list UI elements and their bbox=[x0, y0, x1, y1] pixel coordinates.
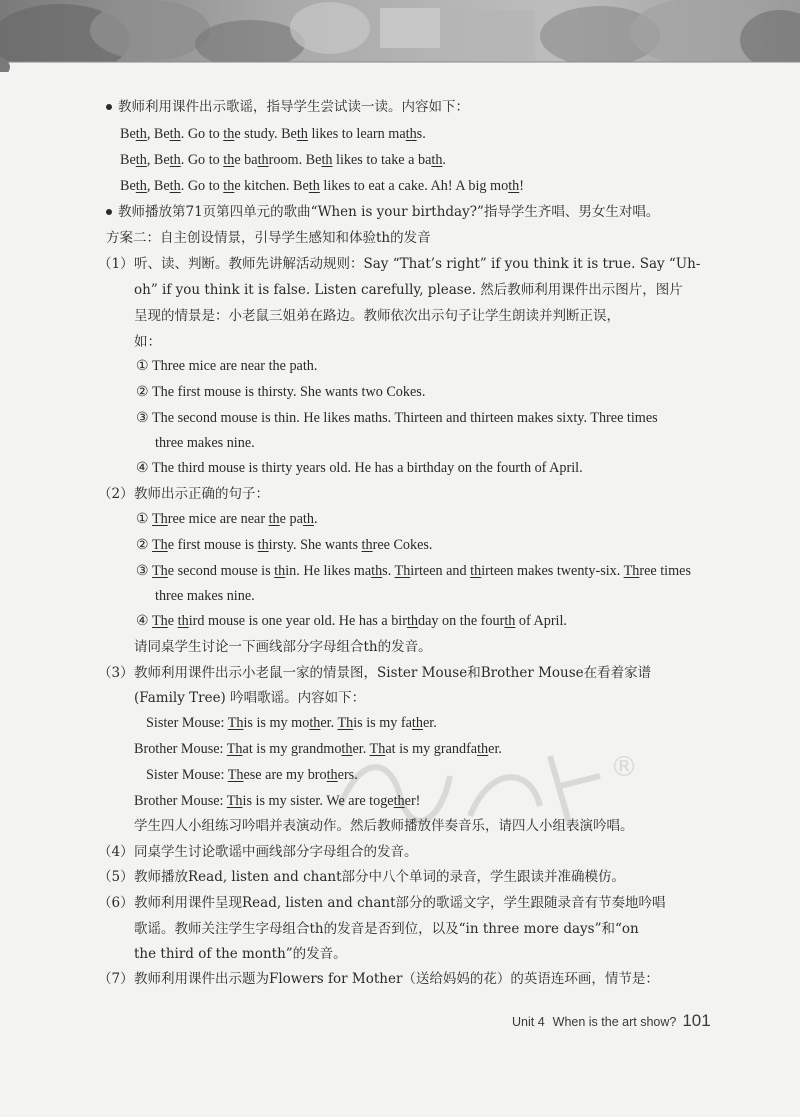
step-3-line-2: (Family Tree) 吟唱歌谣。内容如下： bbox=[134, 690, 366, 706]
step-1-line-2: oh” if you think it is false. Listen carefully, please. 然后教师利用课件出示图片，图片 bbox=[134, 282, 683, 298]
underlined-th: Th bbox=[369, 741, 386, 757]
plan-2-heading: 方案二：自主创设情景，引导学生感知和体验th的发音 bbox=[106, 230, 431, 246]
text-segment: ① bbox=[136, 511, 153, 527]
underlined-th: Th bbox=[394, 563, 411, 579]
underlined-th: th bbox=[405, 126, 417, 142]
text-segment: ree times bbox=[639, 563, 691, 579]
text-segment: e pa bbox=[279, 511, 303, 527]
underlined-th: th bbox=[169, 152, 181, 168]
text-segment: er. bbox=[488, 741, 502, 757]
text-segment: ④ bbox=[136, 613, 153, 629]
underlined-th: th bbox=[477, 741, 489, 757]
underlined-th: Th bbox=[152, 613, 168, 629]
text-segment: e ba bbox=[234, 152, 258, 168]
text-segment: . Go to bbox=[180, 178, 224, 194]
chant-line-2 bbox=[120, 151, 446, 169]
underlined-th: th bbox=[302, 511, 314, 527]
step-2-label: （2） bbox=[98, 486, 134, 502]
bullet-icon bbox=[106, 104, 112, 110]
text-segment: room. Be bbox=[268, 152, 322, 168]
step-7-label: （7） bbox=[98, 971, 134, 987]
step-2-item-4 bbox=[136, 612, 567, 630]
underlined-th: th bbox=[326, 767, 338, 783]
step-2-item-3 bbox=[136, 562, 691, 580]
underlined-th: Th bbox=[227, 767, 244, 783]
text-segment: . bbox=[442, 152, 446, 168]
underlined-th: th bbox=[411, 715, 423, 731]
underlined-th: th bbox=[135, 152, 147, 168]
dialogue-line-2 bbox=[134, 740, 502, 758]
step-6-line-3: the third of the month”的发音。 bbox=[134, 946, 347, 962]
text-segment: e bbox=[167, 613, 178, 629]
text-segment: is is my mo bbox=[243, 715, 310, 731]
step-1-item-4: ④ The third mouse is thirty years old. He has a birthday on the fourth of April. bbox=[136, 460, 583, 476]
text-segment: irsty. She wants bbox=[268, 537, 362, 553]
chant-line-1 bbox=[120, 125, 426, 143]
text-segment: ers. bbox=[337, 767, 358, 783]
page-footer bbox=[512, 1011, 711, 1031]
step-2-item-1 bbox=[136, 510, 317, 528]
text-segment: likes to take a ba bbox=[332, 152, 432, 168]
step-6-line-2: 歌谣。教师关注学生字母组合th的发音是否到位，以及“in three more days”和“on bbox=[134, 921, 639, 937]
step-1-line-4: 如： bbox=[134, 334, 161, 350]
text-segment: Brother Mouse: bbox=[134, 793, 227, 809]
dialogue-line-3 bbox=[146, 766, 358, 784]
text-segment: ! bbox=[519, 178, 524, 194]
underlined-th: Th bbox=[152, 511, 168, 527]
text-segment: ③ bbox=[136, 563, 153, 579]
dialogue-line-1 bbox=[146, 714, 437, 732]
text-segment: . Go to bbox=[180, 126, 224, 142]
intro-bullet-2: 教师播放第71页第四单元的歌曲“When is your birthday?”指导学生齐唱、男女生对唱。 bbox=[106, 203, 659, 221]
step-3-practice: 学生四人小组练习吟唱并表演动作。然后教师播放伴奏音乐，请四人小组表演吟唱。 bbox=[134, 818, 634, 834]
text-segment: Be bbox=[120, 178, 136, 194]
text-segment: e study. Be bbox=[234, 126, 297, 142]
text-segment: of April. bbox=[515, 613, 567, 629]
underlined-th: Th bbox=[152, 537, 168, 553]
text-segment: s. bbox=[416, 126, 426, 142]
underlined-th: th bbox=[268, 511, 280, 527]
step-3-line-1: 教师利用课件出示小老鼠一家的情景图，Sister Mouse和Brother Mouse在看着家谱 bbox=[134, 665, 652, 681]
underlined-th: th bbox=[177, 613, 189, 629]
text-segment: . Go to bbox=[180, 152, 224, 168]
underlined-th: th bbox=[169, 178, 181, 194]
dialogue-line-4 bbox=[134, 792, 420, 810]
text-segment: Sister Mouse: bbox=[146, 767, 228, 783]
text-segment: ird mouse is one year old. He has a bir bbox=[188, 613, 407, 629]
underlined-th: Th bbox=[226, 793, 243, 809]
step-4-text: 同桌学生讨论歌谣中画线部分字母组合的发音。 bbox=[134, 844, 418, 860]
step-1-item-3: ③ The second mouse is thin. He likes maths. Thirteen and thirteen makes sixty. Three times bbox=[136, 410, 658, 426]
step-2-item-2 bbox=[136, 536, 432, 554]
text-segment: e second mouse is bbox=[167, 563, 275, 579]
text-segment: at is my grandfa bbox=[385, 741, 478, 757]
text-segment: irteen makes twenty-six. bbox=[481, 563, 624, 579]
step-1-label: （1） bbox=[98, 256, 134, 272]
underlined-th: th bbox=[169, 126, 181, 142]
text-segment: Be bbox=[120, 152, 136, 168]
underlined-th: th bbox=[341, 741, 353, 757]
text-segment: is is my sister. We are toge bbox=[242, 793, 394, 809]
text-segment: er. bbox=[352, 741, 370, 757]
underlined-th: th bbox=[431, 152, 443, 168]
step-6-line-1: 教师利用课件呈现Read, listen and chant部分的歌谣文字，学生跟随录音有节奏地吟唱 bbox=[134, 895, 666, 911]
step-5-text: 教师播放Read, listen and chant部分中八个单词的录音，学生跟读并准确模仿。 bbox=[134, 869, 625, 885]
underlined-th: th bbox=[321, 152, 333, 168]
text-segment: ese are my bro bbox=[243, 767, 327, 783]
underlined-th: th bbox=[274, 563, 286, 579]
underlined-th: th bbox=[223, 126, 235, 142]
underlined-th: Th bbox=[337, 715, 354, 731]
footer-unit: Unit 4 bbox=[512, 1015, 545, 1029]
underlined-th: th bbox=[135, 178, 147, 194]
text-segment: er. bbox=[320, 715, 338, 731]
text-segment: ree mice are near bbox=[167, 511, 269, 527]
underlined-th: th bbox=[223, 178, 235, 194]
text-segment: in. He likes ma bbox=[285, 563, 372, 579]
step-7-text: 教师利用课件出示题为Flowers for Mother（送给妈妈的花）的英语连环画，情节是： bbox=[134, 971, 659, 987]
text-segment: likes to eat a cake. Ah! A big mo bbox=[319, 178, 509, 194]
underlined-th: th bbox=[135, 126, 147, 142]
text-segment: e first mouse is bbox=[167, 537, 258, 553]
step-2-text: 教师出示正确的句子： bbox=[134, 486, 269, 502]
underlined-th: th bbox=[223, 152, 235, 168]
text-segment: irteen and bbox=[410, 563, 471, 579]
text-segment: , Be bbox=[146, 126, 170, 142]
text-segment: er. bbox=[422, 715, 437, 731]
text-segment: . bbox=[313, 511, 318, 527]
underlined-th: th bbox=[308, 178, 320, 194]
underlined-th: Th bbox=[226, 741, 243, 757]
text-segment: ree Cokes. bbox=[372, 537, 433, 553]
underlined-th: th bbox=[470, 563, 482, 579]
text-segment: Brother Mouse: bbox=[134, 741, 227, 757]
text-segment: e kitchen. Be bbox=[234, 178, 309, 194]
text-segment: at is my grandmo bbox=[242, 741, 342, 757]
footer-title: When is the art show? bbox=[552, 1015, 677, 1029]
text-segment: Sister Mouse: bbox=[146, 715, 228, 731]
bullet-icon bbox=[106, 209, 112, 215]
underlined-th: th bbox=[406, 613, 419, 629]
underlined-th: th bbox=[361, 537, 373, 553]
text-segment: likes to learn ma bbox=[307, 126, 406, 142]
step-1-item-1: ① Three mice are near the path. bbox=[136, 358, 318, 374]
text-segment: , Be bbox=[146, 152, 170, 168]
text-segment: s. bbox=[382, 563, 395, 579]
text-segment: ② bbox=[136, 537, 153, 553]
registered-mark: ® bbox=[610, 750, 638, 783]
step-1-line-1: 听、读、判断。教师先讲解活动规则：Say “That’s right” if you think it is true. Say “Uh- bbox=[134, 256, 701, 272]
step-2-discuss: 请同桌学生讨论一下画线部分字母组合th的发音。 bbox=[134, 639, 432, 655]
step-1-item-2: ② The first mouse is thirsty. She wants two Cokes. bbox=[136, 384, 426, 400]
step-2-item-3-cont: three makes nine. bbox=[155, 588, 255, 604]
underlined-th: th bbox=[257, 152, 269, 168]
underlined-th: th bbox=[309, 715, 321, 731]
underlined-th: th bbox=[393, 793, 405, 809]
underlined-th: th bbox=[508, 178, 520, 194]
chant-line-3 bbox=[120, 177, 524, 195]
step-1-item-3-cont: three makes nine. bbox=[155, 435, 255, 451]
underlined-th: th bbox=[371, 563, 383, 579]
underlined-th: Th bbox=[152, 563, 168, 579]
step-4-label: （4） bbox=[98, 844, 134, 860]
intro-bullet-1: 教师利用课件出示歌谣，指导学生尝试读一读。内容如下： bbox=[106, 98, 469, 116]
underlined-th: Th bbox=[227, 715, 244, 731]
underlined-th: Th bbox=[623, 563, 640, 579]
underlined-th: th bbox=[504, 613, 516, 629]
step-5-label: （5） bbox=[98, 869, 134, 885]
text-segment: day on the four bbox=[418, 613, 505, 629]
underlined-th: th bbox=[257, 537, 269, 553]
text-segment: is is my fa bbox=[353, 715, 412, 731]
text-segment: , Be bbox=[146, 178, 170, 194]
step-6-label: （6） bbox=[98, 895, 134, 911]
step-3-label: （3） bbox=[98, 665, 134, 681]
text-segment: Be bbox=[120, 126, 136, 142]
text-segment: er! bbox=[404, 793, 421, 809]
step-1-line-3: 呈现的情景是：小老鼠三姐弟在路边。教师依次出示句子让学生朗读并判断正误， bbox=[134, 308, 620, 324]
page-number: 101 bbox=[682, 1011, 711, 1030]
underlined-th: th bbox=[296, 126, 308, 142]
